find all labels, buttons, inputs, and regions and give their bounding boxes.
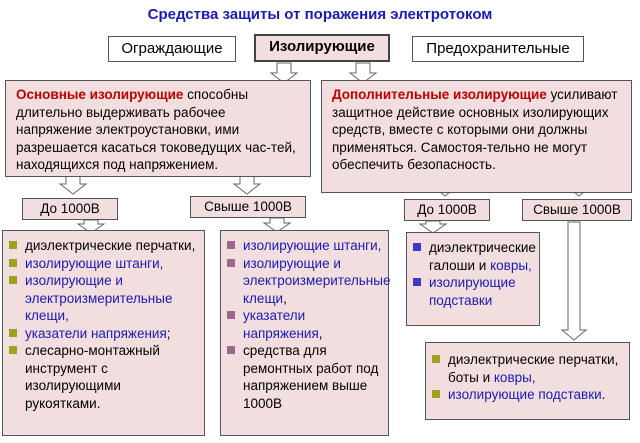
basic-insulating-text: способны длительно выдерживать рабочее напряжение электроустановки, ими разрешается касаться токоведущих час-тей, находящихся под напряжением.	[16, 87, 296, 172]
list-item-text: диэлектрические перчатки,	[25, 238, 196, 253]
add-low-list	[407, 233, 539, 309]
bullet-icon	[413, 278, 421, 286]
additional-insulating-text: усиливают защитное действие основных изолирующих средств, вместе с которыми они должны применяться. Самостоя-тельно не могут обеспечить безопасность.	[332, 87, 618, 172]
basic-high-voltage-text: Свыше 1000В	[204, 199, 292, 214]
bullet-icon	[9, 259, 17, 267]
list-item-text: ,	[318, 325, 323, 341]
bullet-icon	[413, 243, 421, 251]
arrow-to-add-high-list	[562, 222, 586, 340]
list-item	[227, 255, 391, 308]
basic-low-voltage-label	[22, 198, 118, 220]
list-item	[9, 237, 200, 255]
add-low-voltage-text: До 1000В	[417, 202, 477, 217]
list-item-text: слесарно-монтажный инструмент с изолирующими рукоятками.	[25, 343, 160, 411]
arrow-basic-high	[234, 176, 260, 194]
basic-high-list	[221, 231, 391, 412]
list-item-text: изолирующие и электроизмерительные клещи	[243, 255, 391, 306]
list-item	[432, 386, 625, 404]
bullet-icon	[9, 276, 17, 284]
bullet-icon	[227, 346, 235, 354]
list-item-text: изолирующие штанги,	[25, 255, 164, 271]
category-fencing-label: Ограждающие	[121, 40, 223, 57]
bullet-icon	[227, 259, 235, 267]
basic-high-voltage-label	[190, 196, 306, 218]
list-item-text: изолирующие и электроизмерительные клещи,	[25, 273, 173, 323]
list-item-text: .	[601, 387, 606, 402]
bullet-icon	[9, 241, 17, 249]
basic-insulating-box	[5, 80, 311, 177]
basic-high-list-box	[220, 230, 389, 436]
bullet-icon	[9, 346, 17, 354]
list-item	[9, 255, 200, 273]
bullet-icon	[432, 390, 440, 398]
list-item-text: ковры,	[493, 369, 536, 385]
basic-insulating-heading: Основные изолирующие	[16, 87, 184, 102]
category-insulating-label: Изолирующие	[269, 38, 375, 55]
list-item-text: ковры,	[490, 257, 532, 273]
add-high-voltage-label	[522, 199, 632, 221]
add-low-list-box	[406, 232, 540, 326]
list-item-text: ,	[283, 290, 287, 306]
list-item	[227, 307, 384, 342]
list-item-text: изолирующие штанги,	[243, 238, 382, 253]
bullet-icon	[432, 355, 440, 363]
add-low-voltage-label	[404, 199, 490, 221]
add-high-voltage-text: Свыше 1000В	[533, 202, 621, 217]
list-item-text: средства для ремонтных работ под напряжением выше 1000В	[243, 343, 379, 411]
list-item-text: изолирующие подставки	[448, 387, 602, 402]
basic-low-list-box	[2, 230, 205, 436]
basic-low-voltage-text: До 1000В	[40, 201, 100, 216]
list-item-text: указатели напряжения	[243, 308, 319, 341]
list-item-text: диэлектрические галоши и	[429, 240, 536, 273]
list-item	[9, 342, 200, 412]
list-item	[227, 237, 384, 255]
list-item	[227, 342, 384, 412]
add-high-list	[426, 343, 629, 404]
arrow-basic-low	[60, 176, 86, 194]
list-item	[432, 351, 625, 386]
category-protective-label: Предохранительные	[426, 40, 570, 57]
bullet-icon	[9, 329, 17, 337]
list-item-text: изолирующие подставки	[429, 275, 516, 308]
basic-low-list	[3, 231, 204, 412]
add-high-list-box	[425, 342, 630, 420]
additional-insulating-heading: Дополнительные изолирующие	[332, 87, 547, 102]
additional-insulating-box	[321, 80, 632, 193]
list-item	[413, 239, 535, 274]
list-item	[413, 274, 535, 309]
list-item-text: ;	[166, 325, 171, 341]
list-item	[9, 272, 200, 325]
list-item-text: указатели напряжения	[25, 325, 167, 341]
list-item	[9, 325, 200, 343]
bullet-icon	[227, 241, 235, 249]
bullet-icon	[227, 311, 235, 319]
diagram-title: Средства защиты от поражения электротоком	[147, 6, 493, 23]
list-item-text: диэлектрические перчатки, боты и	[448, 352, 619, 385]
